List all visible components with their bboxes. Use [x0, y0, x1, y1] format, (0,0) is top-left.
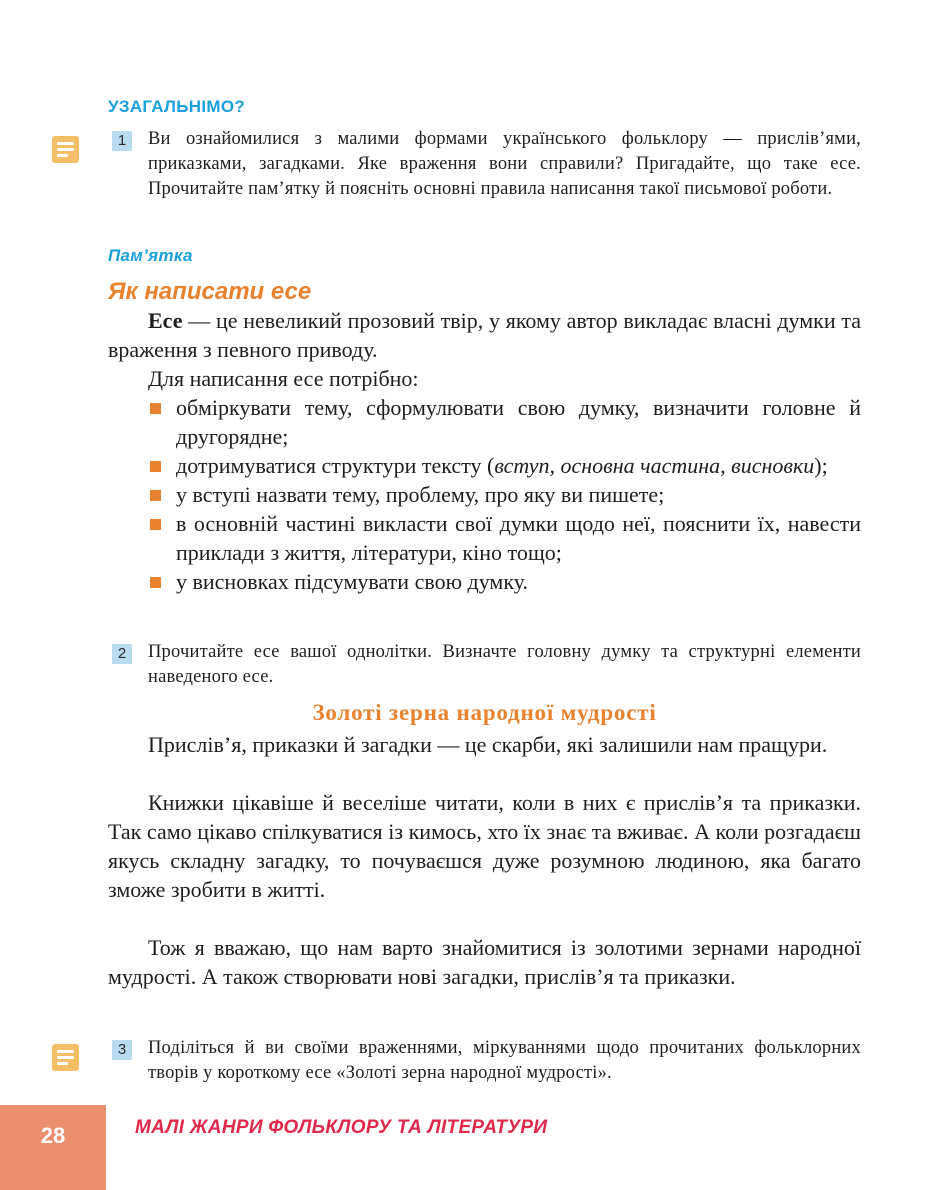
task-number-2: 2	[112, 644, 132, 664]
task-number-3: 3	[112, 1040, 132, 1060]
memo-definition	[108, 306, 861, 364]
footer-chapter-title: МАЛІ ЖАНРИ ФОЛЬКЛОРУ ТА ЛІТЕРАТУРИ	[135, 1117, 548, 1138]
memo-title: Як написати есе	[108, 278, 312, 305]
bullet-text: у висновках підсумувати свою думку.	[176, 569, 529, 594]
list-item	[148, 480, 861, 509]
task-number-1: 1	[112, 131, 132, 151]
list-item	[148, 509, 861, 567]
essay-paragraph-2: Книжки цікавіше й веселіше читати, коли в них є прислів’я та приказки. Так само цікаво спілкуватися із кимось, хто їх знає та вживає. А коли розгадаєш якусь складну загадку, то почуваєшся дуже розумною людиною, яка багато зможе зробити в житті.	[108, 790, 861, 902]
bullet-text: обміркувати тему, сформулювати свою думку, визначити головне й другорядне;	[176, 395, 861, 449]
bullet-square-icon	[150, 490, 161, 501]
definition-term: Есе	[148, 308, 183, 333]
bullet-square-icon	[150, 519, 161, 530]
bullet-text: дотримуватися структури тексту (	[176, 453, 495, 478]
memo-intro: Для написання есе потрібно:	[148, 366, 419, 391]
essay-paragraph-3: Тож я вважаю, що нам варто знайомитися із золотими зернами народної мудрості. А також створювати нові загадки, прислів’я та приказки.	[108, 935, 861, 989]
task-text-3: Поділіться й ви своїми враженнями, міркуваннями щодо прочитаних фольклорних творів у короткому есе «Золоті зерна народної мудрості».	[148, 1038, 861, 1083]
task-text-2: Прочитайте есе вашої однолітки. Визначте головну думку та структурні елементи наведеного есе.	[148, 642, 861, 687]
definition-text: — це невеликий прозовий твір, у якому автор викладає власні думки та враження з певного приводу.	[108, 308, 861, 362]
list-item	[148, 393, 861, 451]
bullet-text: в основній частині викласти свої думки щодо неї, пояснити їх, навести приклади з життя, літератури, кіно тощо;	[176, 511, 861, 565]
list-item	[148, 567, 861, 596]
task-text-1: Ви ознайомилися з малими формами українського фольклору — прислів’ями, приказками, загадками. Яке враження вони справили? Пригадайте, що таке есе. Прочитайте пам’ятку й поясніть основні правила написання такої письмової роботи.	[148, 129, 861, 199]
memo-bullet-list	[148, 393, 861, 596]
bullet-square-icon	[150, 461, 161, 472]
bullet-square-icon	[150, 577, 161, 588]
notebook-icon	[52, 1044, 79, 1071]
essay-title: Золоті зерна народної мудрості	[312, 700, 657, 725]
memo-label: Пам’ятка	[108, 246, 193, 265]
bullet-italic-text: вступ, основна частина, висновки	[494, 453, 815, 478]
notebook-icon	[52, 136, 79, 163]
essay-paragraph-1: Прислів’я, приказки й загадки — це скарби, які залишили нам пращури.	[148, 732, 828, 757]
list-item	[148, 451, 861, 480]
bullet-text-end: );	[814, 453, 828, 478]
section-heading: УЗАГАЛЬНІМО?	[108, 97, 246, 116]
bullet-square-icon	[150, 403, 161, 414]
footer-page-box	[0, 1105, 106, 1190]
bullet-text: у вступі назвати тему, проблему, про яку ви пишете;	[176, 482, 665, 507]
page-number: 28	[40, 1123, 66, 1148]
